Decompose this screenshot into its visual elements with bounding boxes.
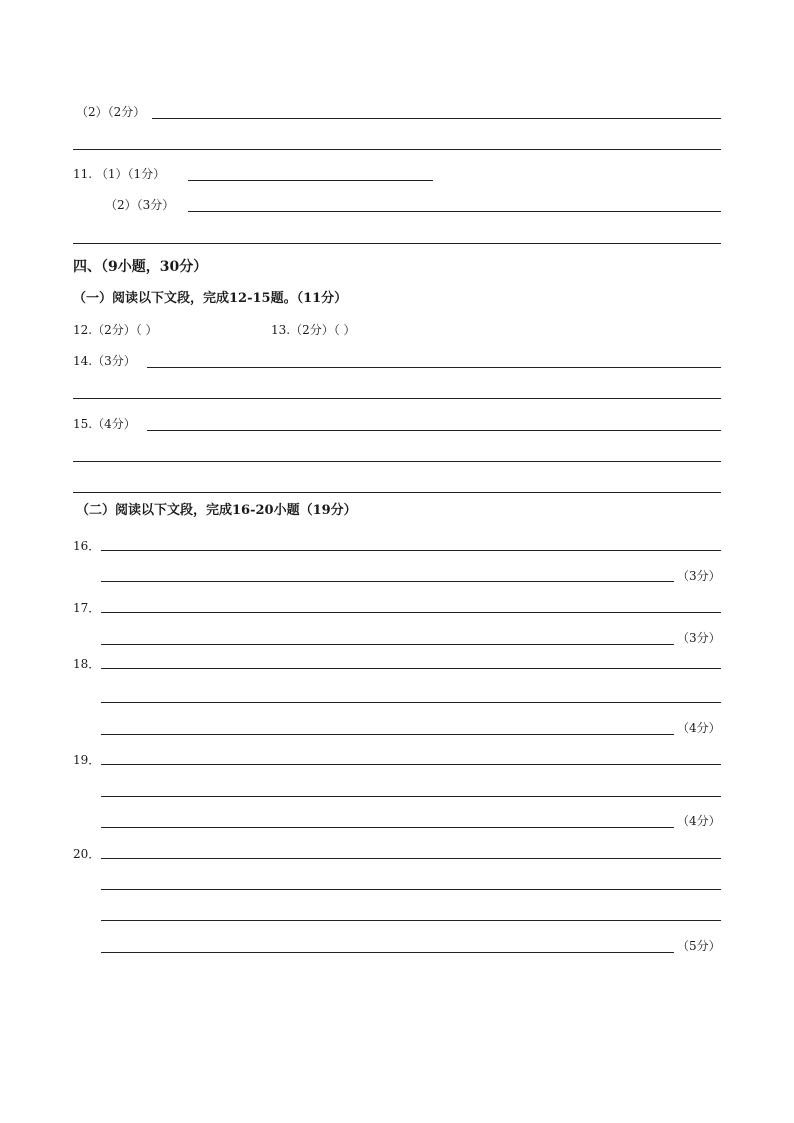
q16-label: 16．: [73, 539, 101, 553]
answer-line[interactable]: [101, 644, 674, 645]
answer-line[interactable]: [101, 827, 674, 828]
q11-2-label: （2）（3分）: [105, 198, 175, 212]
q18-points: （4分）: [677, 721, 721, 735]
answer-line[interactable]: [101, 702, 721, 703]
answer-line[interactable]: [73, 492, 721, 493]
answer-line[interactable]: [101, 734, 674, 735]
answer-line[interactable]: [101, 612, 721, 613]
answer-line[interactable]: [152, 118, 721, 119]
q11-1-label: 11. （1）（1分）: [73, 167, 166, 181]
answer-line[interactable]: [73, 461, 721, 462]
q18-label: 18．: [73, 657, 101, 671]
answer-line[interactable]: [73, 243, 721, 244]
q17-points: （3分）: [677, 631, 721, 645]
answer-line[interactable]: [101, 764, 721, 765]
q13-label: 13.（2分）（ ）: [271, 323, 356, 337]
answer-line[interactable]: [188, 211, 721, 212]
q10-2-label: （2）（2分）: [76, 105, 146, 119]
q19-points: （4分）: [677, 814, 721, 828]
answer-line[interactable]: [101, 668, 721, 669]
answer-line[interactable]: [73, 398, 721, 399]
answer-line[interactable]: [101, 581, 674, 582]
q12-label: 12.（2分）（ ）: [73, 323, 158, 337]
section-4-heading: 四、（9小题，30分）: [73, 259, 208, 275]
answer-line[interactable]: [101, 796, 721, 797]
answer-line[interactable]: [73, 149, 721, 150]
q20-points: （5分）: [677, 939, 721, 953]
answer-line[interactable]: [101, 550, 721, 551]
answer-line[interactable]: [101, 920, 721, 921]
q19-label: 19．: [73, 753, 101, 767]
q20-label: 20．: [73, 847, 101, 861]
answer-line[interactable]: [147, 430, 721, 431]
part-1-heading: （一）阅读以下文段，完成12-15题。（11分）: [73, 291, 348, 306]
part-2-heading: （二）阅读以下文段，完成16-20小题（19分）: [76, 503, 357, 518]
q16-points: （3分）: [677, 569, 721, 583]
q17-label: 17．: [73, 601, 101, 615]
answer-line[interactable]: [101, 858, 721, 859]
q14-label: 14.（3分）: [73, 354, 136, 368]
answer-line[interactable]: [101, 952, 674, 953]
answer-line[interactable]: [188, 180, 433, 181]
answer-line[interactable]: [101, 889, 721, 890]
answer-line[interactable]: [147, 367, 721, 368]
q15-label: 15.（4分）: [73, 417, 136, 431]
